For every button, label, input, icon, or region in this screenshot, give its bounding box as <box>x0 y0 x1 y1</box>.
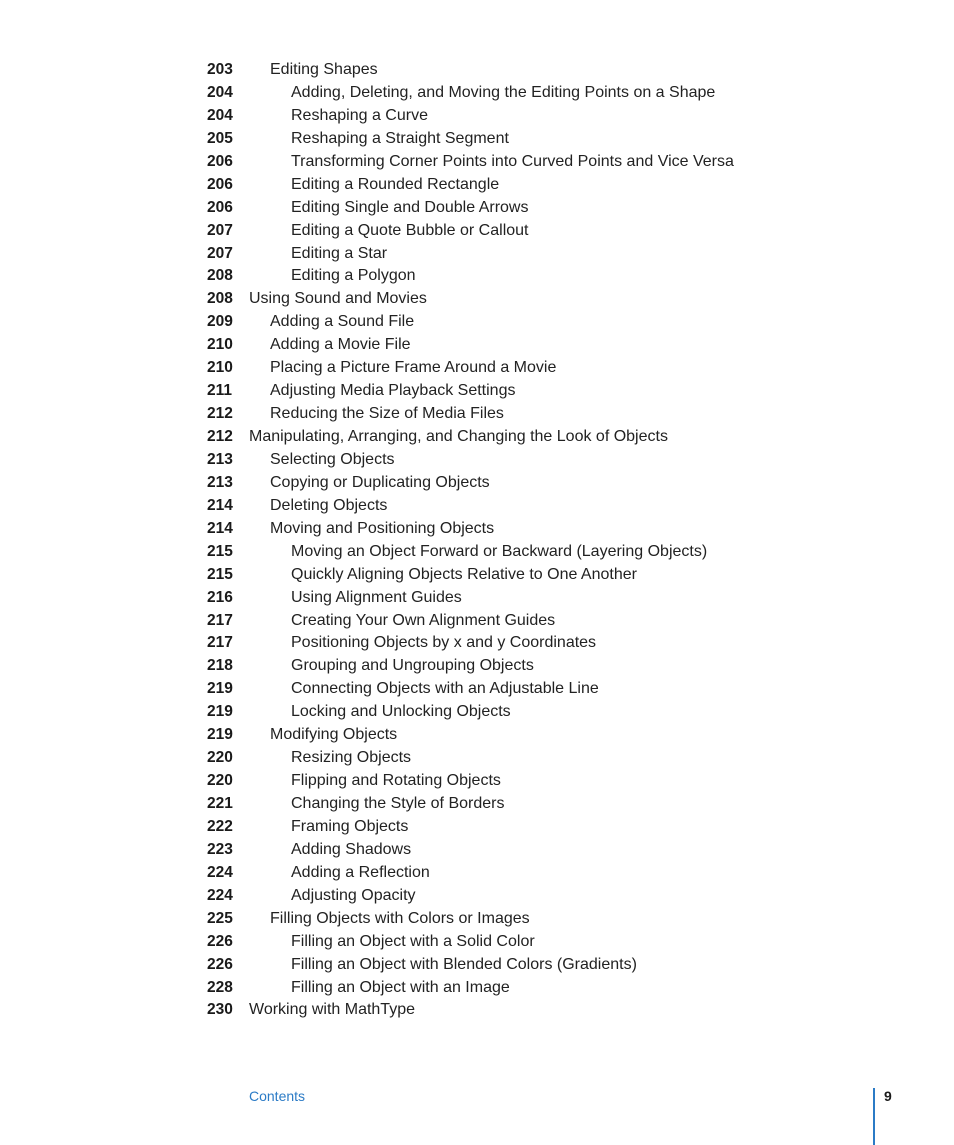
toc-entry-title[interactable]: Locking and Unlocking Objects <box>291 703 511 721</box>
toc-entry[interactable] <box>0 931 954 954</box>
toc-page-number: 212 <box>207 428 233 445</box>
toc-page-number: 216 <box>207 588 233 606</box>
toc-page-number: 219 <box>207 726 233 744</box>
toc-entry-title[interactable]: Quickly Aligning Objects Relative to One Another <box>291 565 637 583</box>
table-of-contents <box>0 59 954 1022</box>
toc-page-number: 207 <box>207 244 233 262</box>
toc-entry-title[interactable]: Adding a Reflection <box>291 863 430 881</box>
toc-page-number: 213 <box>207 450 233 468</box>
toc-page-number: 210 <box>207 359 233 377</box>
toc-page-number: 206 <box>207 152 233 170</box>
toc-page-number: 228 <box>207 978 233 996</box>
toc-entry-title[interactable]: Filling an Object with an Image <box>291 978 510 996</box>
toc-entry[interactable] <box>0 403 954 426</box>
toc-entry[interactable] <box>0 265 954 288</box>
toc-entry[interactable] <box>0 128 954 151</box>
toc-page-number: 224 <box>207 886 233 904</box>
toc-entry[interactable] <box>0 999 954 1022</box>
toc-page-number: 209 <box>207 313 233 331</box>
toc-page-number: 207 <box>207 221 233 239</box>
toc-entry[interactable] <box>0 82 954 105</box>
toc-entry[interactable] <box>0 220 954 243</box>
toc-page-number: 217 <box>207 611 233 629</box>
footer-page-number: 9 <box>884 1088 892 1104</box>
toc-entry-title[interactable]: Selecting Objects <box>270 450 395 468</box>
toc-entry[interactable] <box>0 311 954 334</box>
toc-page-number: 208 <box>207 290 233 308</box>
toc-entry-title[interactable]: Adding Shadows <box>291 840 412 858</box>
toc-entry-title[interactable]: Editing Shapes <box>270 61 378 78</box>
toc-entry-title[interactable]: Changing the Style of Borders <box>291 795 505 812</box>
toc-page-number: 220 <box>207 749 233 767</box>
toc-entry-title[interactable]: Filling Objects with Colors or Images <box>270 909 530 927</box>
toc-entry[interactable] <box>0 587 954 610</box>
toc-entry[interactable] <box>0 472 954 495</box>
toc-entry[interactable] <box>0 564 954 587</box>
toc-entry-title[interactable]: Placing a Picture Frame Around a Movie <box>270 359 557 377</box>
toc-entry[interactable] <box>0 380 954 403</box>
toc-page-number: 204 <box>207 83 233 101</box>
toc-entry-title[interactable]: Transforming Corner Points into Curved Points and Vice Versa <box>291 152 734 170</box>
toc-entry[interactable] <box>0 151 954 174</box>
toc-entry-title[interactable]: Reshaping a Curve <box>291 106 428 124</box>
toc-entry[interactable] <box>0 174 954 197</box>
toc-entry[interactable] <box>0 105 954 128</box>
toc-entry[interactable] <box>0 426 954 449</box>
toc-entry-title[interactable]: Resizing Objects <box>291 749 412 767</box>
toc-entry[interactable] <box>0 632 954 655</box>
toc-entry[interactable] <box>0 197 954 220</box>
toc-entry-title[interactable]: Filling an Object with Blended Colors (Gradients) <box>291 955 637 973</box>
toc-entry-title[interactable]: Copying or Duplicating Objects <box>270 473 490 491</box>
toc-entry-title[interactable]: Reducing the Size of Media Files <box>270 405 504 423</box>
toc-entry-title[interactable]: Deleting Objects <box>270 496 388 514</box>
toc-entry[interactable] <box>0 885 954 908</box>
toc-entry-title[interactable]: Editing a Quote Bubble or Callout <box>291 221 529 239</box>
toc-entry[interactable] <box>0 954 954 977</box>
toc-entry[interactable] <box>0 495 954 518</box>
toc-page-number: 214 <box>207 496 233 514</box>
toc-entry-title[interactable]: Editing a Star <box>291 244 388 262</box>
toc-page-number: 211 <box>207 382 233 400</box>
toc-entry-title[interactable]: Positioning Objects by x and y Coordinates <box>291 634 597 652</box>
toc-entry[interactable] <box>0 610 954 633</box>
toc-entry[interactable] <box>0 862 954 885</box>
toc-entry-title[interactable]: Adding a Movie File <box>270 336 411 354</box>
toc-entry[interactable] <box>0 59 954 82</box>
toc-entry[interactable] <box>0 701 954 724</box>
toc-page-number: 206 <box>207 175 233 193</box>
toc-page-number: 208 <box>207 267 233 285</box>
toc-entry[interactable] <box>0 747 954 770</box>
toc-entry[interactable] <box>0 449 954 472</box>
toc-entry-title[interactable]: Editing a Polygon <box>291 267 416 285</box>
footer-section-label: Contents <box>249 1088 306 1104</box>
toc-page-number: 212 <box>207 405 233 423</box>
toc-page-number: 219 <box>207 703 233 721</box>
toc-entry-title[interactable]: Adjusting Opacity <box>291 886 416 904</box>
toc-page-number: 214 <box>207 519 233 537</box>
toc-entry[interactable] <box>0 288 954 311</box>
toc-entry[interactable] <box>0 724 954 747</box>
toc-entry[interactable] <box>0 816 954 839</box>
toc-page-number: 223 <box>207 840 233 858</box>
toc-page-number: 213 <box>207 473 233 491</box>
toc-page-number: 218 <box>207 657 233 675</box>
toc-page-number: 221 <box>207 795 233 812</box>
toc-page-number: 204 <box>207 106 233 124</box>
toc-page-number: 205 <box>207 129 233 147</box>
toc-entry[interactable] <box>0 518 954 541</box>
toc-page-number: 226 <box>207 955 233 973</box>
toc-entry-title[interactable]: Editing a Rounded Rectangle <box>291 175 500 193</box>
toc-entry-title[interactable]: Framing Objects <box>291 817 409 835</box>
toc-page-number: 217 <box>207 634 233 652</box>
toc-entry-title[interactable]: Modifying Objects <box>270 726 398 744</box>
toc-entry[interactable] <box>0 357 954 380</box>
toc-page-number: 215 <box>207 542 233 560</box>
toc-entry[interactable] <box>0 243 954 266</box>
toc-page-number: 224 <box>207 863 233 881</box>
toc-entry-title[interactable]: Reshaping a Straight Segment <box>291 129 509 147</box>
toc-page-number: 203 <box>207 61 233 78</box>
toc-entry-title[interactable]: Editing Single and Double Arrows <box>291 198 529 216</box>
toc-entry[interactable] <box>0 977 954 1000</box>
toc-page-number: 210 <box>207 336 233 354</box>
toc-entry-title[interactable]: Adjusting Media Playback Settings <box>270 382 516 400</box>
toc-entry-title[interactable]: Working with MathType <box>249 1001 415 1019</box>
toc-entry-title[interactable]: Filling an Object with a Solid Color <box>291 932 535 950</box>
toc-entry[interactable] <box>0 908 954 931</box>
toc-entry-title[interactable]: Manipulating, Arranging, and Changing the Look of Objects <box>249 428 668 445</box>
toc-entry[interactable] <box>0 839 954 862</box>
toc-page-number: 220 <box>207 772 233 790</box>
toc-entry[interactable] <box>0 678 954 701</box>
toc-page-number: 222 <box>207 817 233 835</box>
toc-entry-title[interactable]: Adding a Sound File <box>270 313 415 331</box>
footer-divider <box>873 1088 875 1145</box>
toc-entry[interactable] <box>0 334 954 357</box>
toc-entry-title[interactable]: Moving an Object Forward or Backward (Layering Objects) <box>291 542 708 560</box>
toc-page-number: 206 <box>207 198 233 216</box>
toc-page-number: 219 <box>207 680 233 698</box>
toc-entry-title[interactable]: Creating Your Own Alignment Guides <box>291 611 556 629</box>
toc-entry-title[interactable]: Using Sound and Movies <box>249 290 427 308</box>
toc-page-number: 215 <box>207 565 233 583</box>
toc-entry-title[interactable]: Moving and Positioning Objects <box>270 519 495 537</box>
toc-entry-title[interactable]: Flipping and Rotating Objects <box>291 772 501 790</box>
toc-entry[interactable] <box>0 793 954 816</box>
toc-entry-title[interactable]: Grouping and Ungrouping Objects <box>291 657 534 675</box>
toc-entry[interactable] <box>0 541 954 564</box>
toc-page-number: 225 <box>207 909 233 927</box>
toc-entry-title[interactable]: Using Alignment Guides <box>291 588 462 606</box>
toc-page-number: 230 <box>207 1001 233 1019</box>
toc-entry[interactable] <box>0 655 954 678</box>
toc-page-number: 226 <box>207 932 233 950</box>
toc-entry-title[interactable]: Connecting Objects with an Adjustable Line <box>291 680 599 698</box>
toc-entry-title[interactable]: Adding, Deleting, and Moving the Editing Points on a Shape <box>291 83 716 101</box>
toc-entry[interactable] <box>0 770 954 793</box>
